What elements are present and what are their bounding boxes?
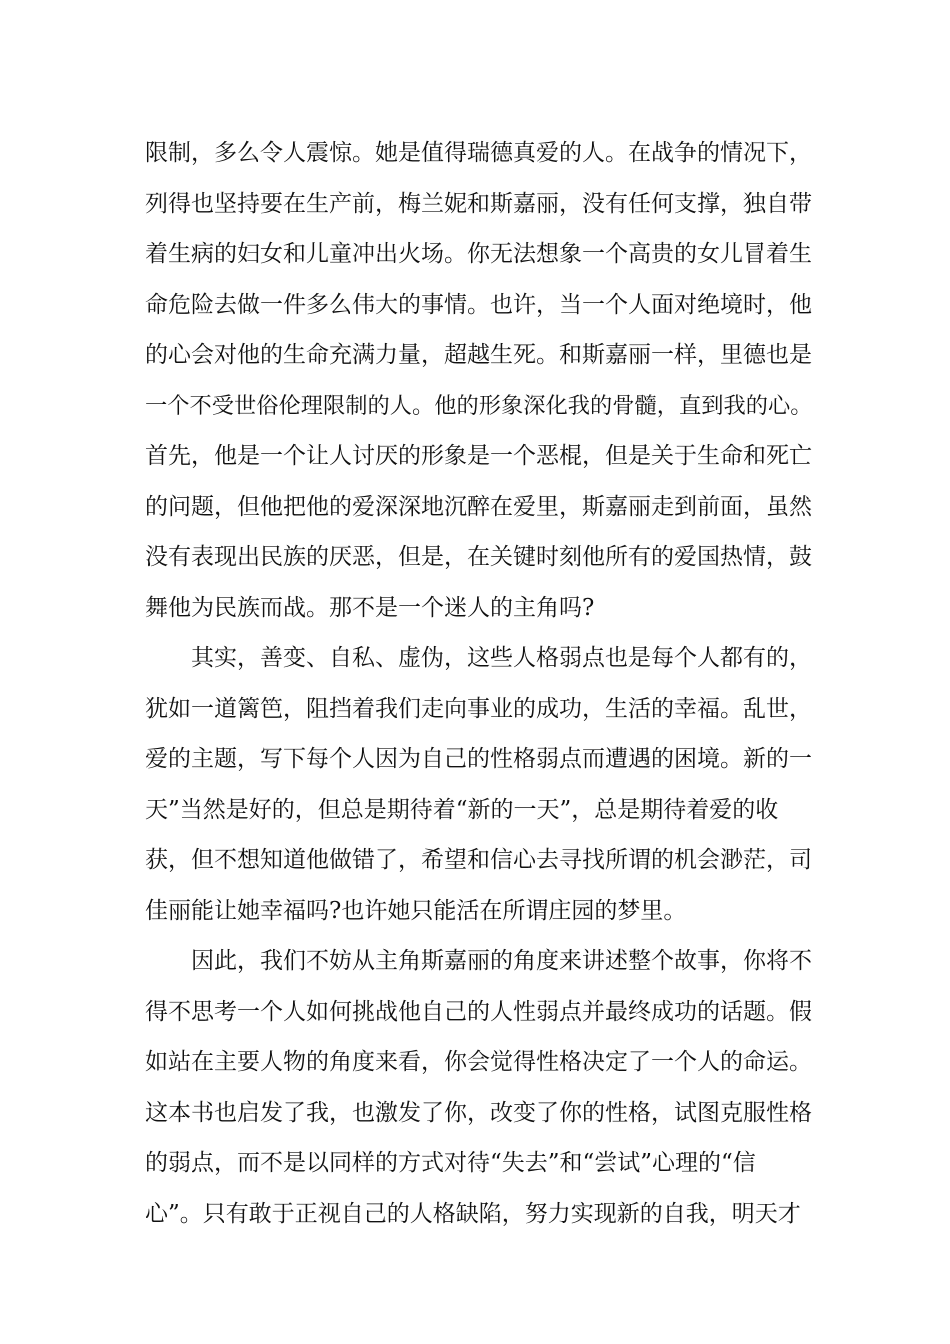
text-line: 的心会对他的生命充满力量，超越生死。和斯嘉丽一样，里德也是	[145, 342, 812, 368]
text-line: 命危险去做一件多么伟大的事情。也许，当一个人面对绝境时，他	[145, 291, 812, 318]
text-line: 没有表现出民族的厌恶，但是，在关键时刻他所有的爱国热情，鼓	[145, 544, 812, 570]
text-line: 的问题，但他把他的爱深深地沉醉在爱里，斯嘉丽走到前面，虽然	[145, 493, 812, 520]
text-line: 天”当然是好的，但总是期待着“新的一天”，总是期待着爱的收	[145, 796, 779, 823]
text-line: 佳丽能让她幸福吗?也许她只能活在所谓庄园的梦里。	[145, 897, 687, 924]
text-line: 舞他为民族而战。那不是一个迷人的主角吗?	[145, 594, 595, 621]
text-line: 限制，多么令人震惊。她是值得瑞德真爱的人。在战争的情况下，	[145, 140, 812, 166]
text-line: 列得也坚持要在生产前，梅兰妮和斯嘉丽，没有任何支撑，独自带	[145, 190, 812, 217]
text-line: 犹如一道篱笆，阻挡着我们走向事业的成功，生活的幸福。乱世，	[145, 695, 812, 722]
text-line: 的弱点，而不是以同样的方式对待“失去”和“尝试”心理的“信	[145, 1150, 756, 1176]
paragraph-start-line: 因此，我们不妨从主角斯嘉丽的角度来讲述整个故事，你将不	[191, 948, 812, 974]
text-line: 获，但不想知道他做错了，希望和信心去寻找所谓的机会渺茫，司	[145, 847, 812, 873]
paragraph-start-line: 其实，善变、自私、虚伪，这些人格弱点也是每个人都有的，	[191, 645, 812, 671]
text-line: 首先，他是一个让人讨厌的形象是一个恶棍，但是关于生命和死亡	[145, 443, 812, 469]
text-line: 得不思考一个人如何挑战他自己的人性弱点并最终成功的话题。假	[145, 998, 812, 1025]
text-line: 一个不受世俗伦理限制的人。他的形象深化我的骨髓，直到我的心。	[145, 392, 813, 419]
text-line: 着生病的妇女和儿童冲出火场。你无法想象一个高贵的女儿冒着生	[145, 241, 812, 267]
text-line: 心”。只有敢于正视自己的人格缺陷，努力实现新的自我，明天才	[145, 1200, 801, 1227]
text-line: 爱的主题，写下每个人因为自己的性格弱点而遭遇的困境。新的一	[145, 746, 812, 772]
text-line: 如站在主要人物的角度来看，你会觉得性格决定了一个人的命运。	[145, 1049, 812, 1075]
text-line: 这本书也启发了我，也激发了你，改变了你的性格，试图克服性格	[145, 1099, 812, 1126]
body-text	[145, 128, 815, 1239]
